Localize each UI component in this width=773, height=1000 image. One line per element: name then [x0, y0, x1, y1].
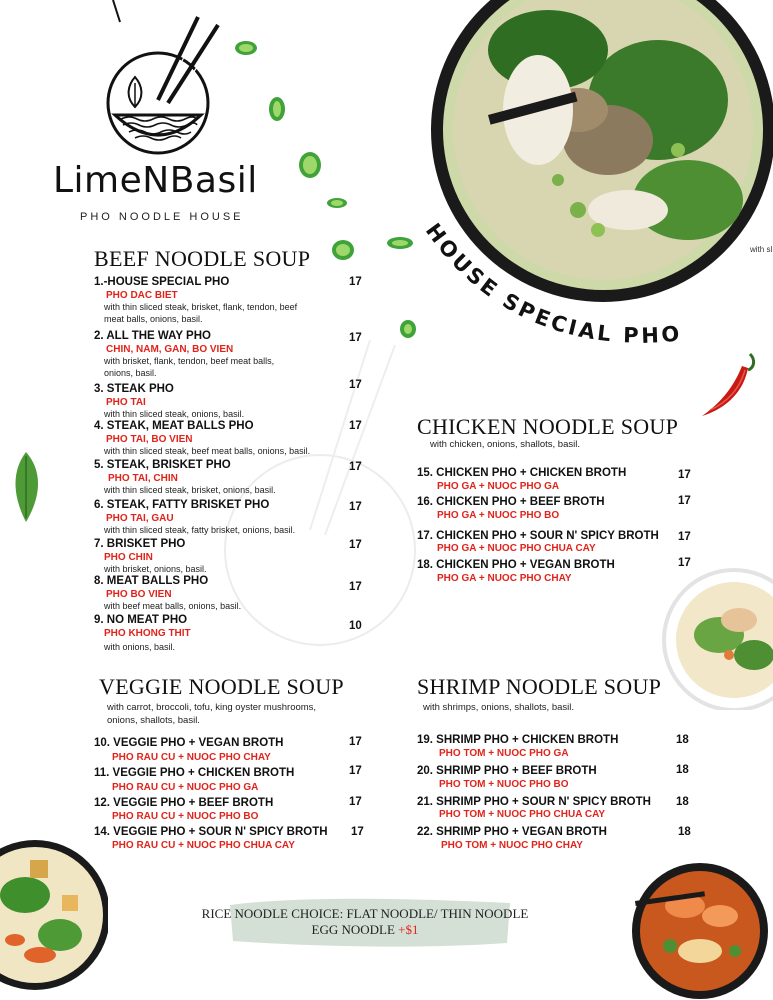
noodle-choice-note [170, 906, 560, 938]
veggie-section-description: with carrot, broccoli, tofu, king oyster mushrooms, onions, shallots, basil. [107, 702, 317, 726]
veggie-item-10 [94, 737, 283, 763]
item-vietnamese-name: PHO BO VIEN [106, 589, 172, 600]
item-price: 17 [349, 420, 362, 432]
item-name: 21. SHRIMP PHO + SOUR N' SPICY BROTH [417, 796, 651, 808]
item-vietnamese-name: PHO TAI [106, 397, 146, 408]
shrimp-item-21 [417, 796, 651, 820]
item-vietnamese-name: PHO DAC BIET [106, 290, 178, 301]
item-vietnamese-name: PHO GA + NUOC PHO GA [437, 481, 560, 492]
item-name: 12. VEGGIE PHO + BEEF BROTH [94, 797, 274, 809]
beef-item-2 [94, 330, 374, 379]
item-vietnamese-name: PHO GA + NUOC PHO CHAY [437, 573, 572, 584]
beef-section-title: BEEF NOODLE SOUP [94, 246, 311, 271]
item-name: 11. VEGGIE PHO + CHICKEN BROTH [94, 767, 295, 779]
chicken-item-17 [417, 530, 659, 554]
item-price: 17 [349, 501, 362, 513]
item-price: 10 [349, 620, 362, 632]
item-description: with brisket, onions, basil. [104, 564, 207, 574]
item-price: 17 [349, 736, 362, 748]
chicken-section-description: with chicken, onions, shallots, basil. [430, 439, 580, 450]
item-price: 18 [676, 764, 689, 776]
brand-name: LimeNBasil [53, 160, 258, 201]
item-vietnamese-name: PHO TOM + NUOC PHO BO [439, 779, 569, 790]
item-price: 17 [678, 557, 691, 569]
house-special-pho-text: HOUSE SPECIAL PHO [420, 218, 684, 348]
item-vietnamese-name: PHO GA + NUOC PHO CHUA CAY [437, 543, 596, 554]
lime-slice-icon [233, 38, 259, 58]
item-name: 22. SHRIMP PHO + VEGAN BROTH [417, 826, 607, 838]
shrimp-section-title: SHRIMP NOODLE SOUP [417, 674, 662, 699]
item-vietnamese-name: PHO RAU CU + NUOC PHO CHUA CAY [112, 840, 295, 851]
chicken-pho-photo [659, 560, 773, 710]
veggie-item-11 [94, 767, 294, 793]
item-vietnamese-name: PHO GA + NUOC PHO BO [437, 510, 560, 521]
item-price: 17 [678, 531, 691, 543]
item-price: 17 [349, 332, 362, 344]
item-name: 9. NO MEAT PHO [94, 614, 188, 626]
lime-slice-icon [296, 150, 324, 180]
item-price: 17 [349, 765, 362, 777]
shrimp-item-20 [417, 765, 597, 790]
item-vietnamese-name: PHO TOM + NUOC PHO GA [439, 748, 569, 759]
beef-item-1 [94, 276, 374, 325]
egg-noodle-upcharge: +$1 [398, 922, 419, 937]
basil-leaf-icon [12, 450, 46, 524]
item-name: 20. SHRIMP PHO + BEEF BROTH [417, 765, 597, 777]
chicken-section-title: CHICKEN NOODLE SOUP [417, 414, 679, 439]
item-name: 17. CHICKEN PHO + SOUR N' SPICY BROTH [417, 530, 659, 542]
lime-slice-icon [264, 94, 290, 124]
item-description: with brisket, flank, tendon, beef meat balls, onions, basil. [104, 356, 275, 378]
item-price: 17 [678, 495, 691, 507]
item-description: with thin sliced steak, brisket, flank, tendon, beef meat balls, onions, basil. [104, 302, 298, 324]
item-name: 1.-HOUSE SPECIAL PHO [94, 276, 230, 288]
item-vietnamese-name: PHO KHONG THIT [104, 628, 191, 639]
chicken-item-16 [417, 496, 605, 521]
item-price: 18 [678, 826, 691, 838]
item-vietnamese-name: PHO TAI, CHIN [108, 473, 178, 484]
shrimp-pho-photo [625, 856, 773, 1000]
item-name: 10. VEGGIE PHO + VEGAN BROTH [94, 737, 284, 749]
item-vietnamese-name: PHO TAI, BO VIEN [106, 434, 193, 445]
noodle-choice-line: RICE NOODLE CHOICE: FLAT NOODLE/ THIN NOODLE [201, 906, 529, 921]
veggie-section-title: VEGGIE NOODLE SOUP [99, 674, 344, 699]
item-vietnamese-name: PHO TOM + NUOC PHO CHUA CAY [439, 809, 606, 820]
item-name: 6. STEAK, FATTY BRISKET PHO [94, 499, 270, 511]
item-price: 17 [678, 469, 691, 481]
item-price: 17 [351, 826, 364, 838]
shrimp-item-19 [417, 734, 618, 759]
veggie-pho-photo [0, 825, 108, 1000]
item-description: with onions, basil. [104, 642, 176, 652]
item-vietnamese-name: PHO TAI, GAU [106, 513, 174, 524]
egg-noodle-label: EGG NOODLE [311, 922, 399, 937]
lime-slice-icon [330, 238, 356, 262]
lime-slice-icon [325, 195, 349, 211]
beef-item-7 [94, 538, 374, 575]
beef-item-6 [94, 499, 374, 536]
brand-tagline: PHO NOODLE HOUSE [80, 211, 244, 223]
item-description: with thin sliced steak, onions, basil. [104, 409, 245, 419]
item-vietnamese-name: PHO RAU CU + NUOC PHO BO [112, 811, 259, 822]
item-price: 17 [349, 581, 362, 593]
item-price: 17 [349, 276, 362, 288]
item-description: with beef meat balls, onions, basil. [104, 601, 242, 611]
beef-item-3 [94, 383, 374, 420]
item-name: 5. STEAK, BRISKET PHO [94, 459, 231, 471]
item-name: 7. BRISKET PHO [94, 538, 186, 550]
beef-item-5 [94, 459, 374, 496]
item-price: 18 [676, 734, 689, 746]
item-vietnamese-name: PHO RAU CU + NUOC PHO GA [112, 782, 259, 793]
item-price: 17 [349, 379, 362, 391]
item-price: 17 [349, 796, 362, 808]
lime-slice-icon [385, 234, 415, 252]
shrimp-section-description: with shrimps, onions, shallots, basil. [423, 702, 575, 713]
item-name: 19. SHRIMP PHO + CHICKEN BROTH [417, 734, 619, 746]
egg-noodle-line [170, 922, 560, 938]
item-name: 16. CHICKEN PHO + BEEF BROTH [417, 496, 605, 508]
item-name: 18. CHICKEN PHO + VEGAN BROTH [417, 559, 615, 571]
item-description: with thin sliced steak, beef meat balls, onions, basil. [104, 446, 311, 456]
item-description: with thin sliced steak, fatty brisket, onions, basil. [104, 525, 296, 535]
item-name: 8. MEAT BALLS PHO [94, 575, 209, 587]
photo-caption: with sl [750, 245, 773, 254]
item-price: 17 [349, 461, 362, 473]
chicken-item-18 [417, 559, 615, 584]
item-price: 17 [349, 539, 362, 551]
item-description: with thin sliced steak, brisket, onions, basil. [104, 485, 276, 495]
beef-item-9 [94, 614, 374, 653]
item-name: 4. STEAK, MEAT BALLS PHO [94, 420, 254, 432]
item-price: 18 [676, 796, 689, 808]
veggie-item-12 [94, 797, 273, 822]
item-vietnamese-name: PHO CHIN [104, 552, 153, 563]
item-name: 2. ALL THE WAY PHO [94, 330, 211, 342]
beef-item-8 [94, 575, 374, 612]
shrimp-item-22 [417, 826, 607, 851]
item-vietnamese-name: PHO TOM + NUOC PHO CHAY [441, 840, 583, 851]
svg-text:HOUSE SPECIAL PHO [421, 219, 683, 348]
item-name: 15. CHICKEN PHO + CHICKEN BROTH [417, 467, 627, 479]
beef-item-4 [94, 420, 374, 457]
chicken-item-15 [417, 467, 626, 492]
item-name: 14. VEGGIE PHO + SOUR N' SPICY BROTH [94, 826, 328, 838]
veggie-item-14 [94, 826, 328, 851]
item-vietnamese-name: PHO RAU CU + NUOC PHO CHAY [112, 752, 271, 763]
chili-pepper-icon [698, 350, 760, 420]
chopsticks-bowl-logo-icon [103, 15, 223, 155]
item-name: 3. STEAK PHO [94, 383, 174, 395]
item-vietnamese-name: CHIN, NAM, GAN, BO VIEN [106, 344, 234, 355]
